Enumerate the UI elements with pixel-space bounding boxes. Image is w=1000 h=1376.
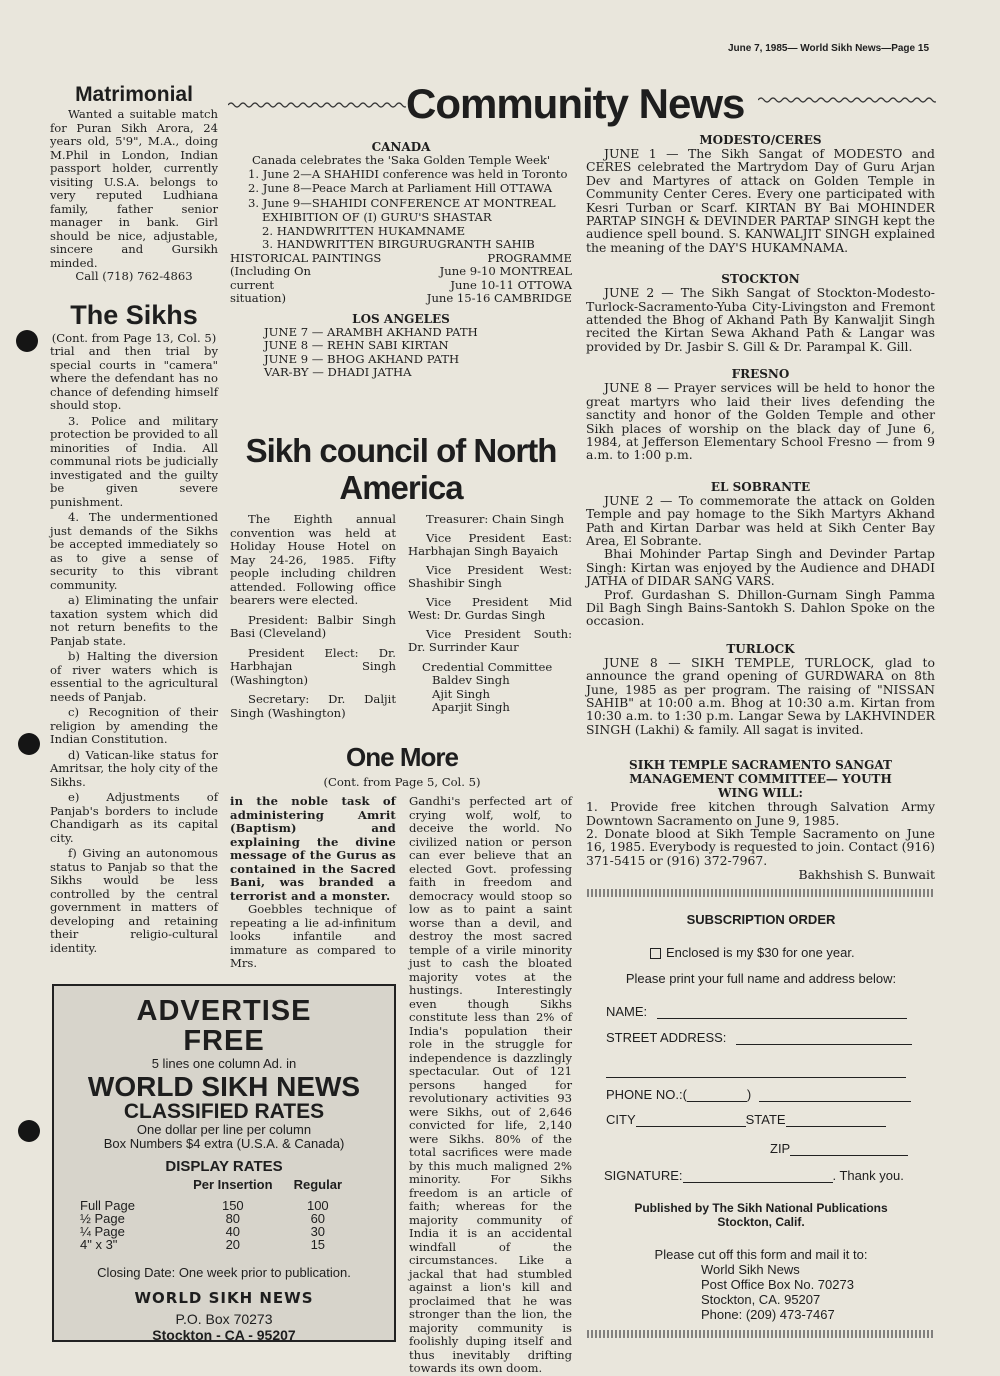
mail-address-line: World Sikh News [701, 1262, 800, 1277]
advert-closing: Closing Date: One week prior to publication. [97, 1265, 351, 1280]
state-label: STATE [745, 1112, 786, 1127]
published-city: Stockton, Calif. [717, 1215, 805, 1229]
right-column [586, 133, 935, 882]
advert-line5: CLASSIFIED RATES [123, 1100, 325, 1123]
city-label: CITY [606, 1112, 636, 1127]
rates-cell-per: 150 [221, 1198, 244, 1213]
page-folio: June 7, 1985— World Sikh News—Page 15 [728, 43, 930, 54]
sacramento-items [586, 800, 935, 867]
mail-address-line: Stockton, CA. 95207 [701, 1292, 821, 1307]
advert-line3: 5 lines one column Ad. in [151, 1056, 297, 1071]
advert-line1: ADVERTISE [136, 995, 312, 1027]
col-per-insertion: Per Insertion [193, 1177, 273, 1192]
sikhs-paragraph: e) Adjustments of Panjab's borders to include Chandigarh as its capital city. [50, 790, 218, 845]
credential-member: Baldev Singh [432, 673, 510, 687]
council-officer: Secretary: Dr. Daljit Singh (Washington) [230, 692, 396, 720]
enclosed-label: Enclosed is my $30 for one year. [666, 945, 855, 960]
rates-cell-label: ½ Page [80, 1211, 125, 1226]
zip-label: ZIP [770, 1141, 791, 1156]
fresno-heading: FRESNO [731, 367, 790, 382]
fresno-body: JUNE 8 — Prayer services will be held to honor the great martyrs who laid their lives defending the sanctity and honor of the Golden Temple and other Sikh places of worship on the black day of June 6, 1984, at Jefferson Elementary School Fresno — from 9 a.m. to 1:00 p.m. [586, 380, 935, 463]
rates-cell-label: ¼ Page [80, 1224, 125, 1239]
rates-row [80, 1238, 350, 1251]
rates-row [80, 1225, 350, 1238]
sikhs-paragraph: f) Giving an autonomous status to Panjab so that the Sikhs would be less controlled by the central government in matters of developing and retaining their religio-cultural identity. [50, 846, 218, 955]
canada-date: June 9-10 MONTREAL [439, 264, 572, 278]
canada-item: 2. June 8—Peace March at Parliament Hill OTTAWA [248, 181, 552, 195]
council-right-col [408, 513, 572, 715]
elsobrante-paragraph: JUNE 2 — To commemorate the attack on Golden Temple and pay homage to the Sikh Martyrs Akhand Path and Kirtan Darbar was held at Sikh Center Bay Area, El Sobrante. [586, 492, 935, 548]
phone-field[interactable] [759, 1087, 911, 1102]
advert-line7: Box Numbers $4 extra (U.S.A. & Canada) [103, 1136, 345, 1151]
council-left-col [230, 513, 396, 720]
thank-you: . Thank you. [832, 1168, 904, 1183]
la-heading: LOS ANGELES [352, 311, 450, 326]
la-item: VAR-BY — DHADI JATHA [264, 365, 412, 379]
print-instructions: Please print your full name and address below: [625, 971, 897, 986]
la-item: JUNE 8 — REHN SABI KIRTAN [264, 338, 449, 352]
wavy-rule [758, 95, 936, 105]
street-field[interactable] [736, 1030, 912, 1045]
name-field[interactable] [657, 1004, 907, 1019]
modesto-heading: MODESTO/CERES [699, 133, 822, 147]
name-row [596, 1004, 926, 1019]
sikhs-title: The Sikhs [70, 299, 198, 330]
advert-line2: FREE [183, 1025, 265, 1057]
sacramento-heading: SIKH TEMPLE SACRAMENTO SANGAT MANAGEMENT COMMITTEE— YOUTH WING WILL: [629, 758, 892, 801]
community-news-title: Community News [406, 80, 745, 127]
turlock-heading: TURLOCK [726, 641, 795, 656]
council-officer: President: Balbir Singh Basi (Cleveland) [230, 612, 396, 640]
programme-label: PROGRAMME [487, 250, 572, 265]
sikhs-paragraph: b) Halting the diversion of river waters which is essential to the agricultural needs of Panjab. [50, 649, 218, 704]
matrimonial-call: Call (718) 762-4863 [75, 269, 193, 283]
modesto-body: JUNE 1 — The Sikh Sangat of MODESTO and CERES celebrated the Martrydom Day of Guru Arjan Dev and Martyres of attack on Golden Temple in Community Center Ceres. Every one participated with Kesri Turban or Scarf. KIRTAN BY Bai MOHINDER PARTAP SINGH & DEVINDER PARTAP SINGH kept the audience spell bound. S. KANWALJIT SINGH explained the meaning of the DAY'S HUKAMNAMA. [586, 146, 935, 255]
advert-brand: WORLD SIKH NEWS [134, 1289, 314, 1307]
historical-paintings: HISTORICAL PAINTINGS [230, 250, 382, 265]
credential-members [408, 674, 572, 715]
sikhs-paragraph: trial and then trial by special courts in "camera" where the defendant has no chance of defending himself should stop. [50, 344, 218, 412]
enclosed-row [596, 945, 926, 960]
council-right-officers [408, 513, 572, 655]
dotted-rule [587, 1330, 935, 1338]
advert-display-rates: DISPLAY RATES [165, 1158, 283, 1175]
sikhs-paragraph: d) Vatican-like status for Amritsar, the holy city of the Sikhs. [50, 747, 218, 789]
canada-items [230, 168, 572, 211]
rates-cell-reg: 60 [310, 1211, 326, 1226]
canada-dates-row [230, 265, 572, 306]
la-item: JUNE 9 — BHOG AKHAND PATH [264, 351, 460, 366]
rates-header-row [80, 1178, 350, 1199]
rates-cell-label: Full Page [80, 1198, 135, 1213]
canada-item: 3. June 9—SHAHIDI CONFERENCE AT MONTREAL [248, 195, 556, 210]
exhibition-item: EXHIBITION OF (I) GURU'S SHASTAR [262, 210, 492, 224]
rates-cell-per: 80 [225, 1211, 241, 1226]
street-row [596, 1030, 926, 1045]
left-column [50, 82, 218, 957]
dotted-rule [587, 889, 935, 897]
canada-exhibition [230, 211, 572, 252]
stockton-body: JUNE 2 — The Sikh Sangat of Stockton-Modesto-Turlock-Sacramento-Yuba City-Livingston and Fremont attended the Bhog of Akhand Path By Kanwaljit Singh recited the Kirtan Sewa Akhand Path & Langar was provided by Dr. Jasbir S. Gill & Dr. Parampal K. Gill. [586, 285, 935, 354]
elsobrante-paragraph: Prof. Gurdashan S. Dhillon-Gurnam Singh Pamma Dil Bagh Singh Bains-Santokh S. Dahlon Spoke on the occasion. [586, 586, 935, 629]
la-item: JUNE 7 — ARAMBH AKHAND PATH [264, 324, 478, 339]
rates-cell-reg: 15 [310, 1237, 326, 1252]
canada-dates [427, 265, 572, 306]
enclosed-checkbox[interactable] [650, 948, 661, 959]
punch-hole [18, 733, 40, 755]
onemore-bold: in the noble task of administering Amrit (Baptism) and explaining the divine message of the Gurus as contained in the Sacred Bani, was branded a terrorist and a monster. [230, 794, 396, 903]
signature-label: SIGNATURE: [604, 1168, 683, 1183]
sikhs-paragraph: c) Recognition of their religion by amending the Indian Constitution. [50, 705, 218, 746]
council-officer: Vice President West: Shashibir Singh [408, 562, 572, 590]
turlock-body: JUNE 8 — SIKH TEMPLE, TURLOCK, glad to announce the grand opening of GURDWARA on 8th June, 1985 as per program. The raising of "NISSAN SAHIB" at 10:00 a.m. Bhog at 10:30 a.m. Kirtan from 10:30 a.m. to 1:30 p.m. Langar Sewa by LAKHVINDER SINGH (Lakhi) & family. All sagat is invited. [586, 654, 935, 737]
sikhs-paragraph: a) Eliminating the unfair taxation system which did not return benefits to the Panjab state. [50, 593, 218, 648]
area-code-field[interactable] [687, 1087, 747, 1102]
signature-row [596, 1168, 926, 1183]
phone-row [596, 1087, 926, 1102]
phone-close: ) [746, 1087, 752, 1102]
rates-cell-reg: 100 [306, 1198, 329, 1213]
council-officer: President Elect: Dr. Harbhajan Singh (Washington) [230, 645, 396, 687]
rates-table [80, 1178, 350, 1251]
sikhs-body [50, 345, 218, 955]
onemore-cont: (Cont. from Page 5, Col. 5) [323, 775, 481, 789]
phone-label: PHONE NO.:( [606, 1087, 687, 1102]
exhibition-item: 2. HANDWRITTEN HUKAMNAME [262, 223, 466, 238]
elsobrante-paragraph: Bhai Mohinder Partap Singh and Devinder Partap Singh: Kirtan was enjoyed by the Audience and DHADI JATHA of DIDAR SANG VARS. [586, 546, 935, 589]
sacramento-item: 2. Donate blood at Sikh Temple Sacramento on June 16, 1985. Everybody is requested to join. Contact (916) 371-5415 or (916) 372-7967. [586, 826, 935, 868]
street-field-2[interactable] [606, 1063, 906, 1078]
matrimonial-title: Matrimonial [75, 83, 193, 106]
stockton-heading: STOCKTON [721, 272, 800, 287]
canada-programme-row [230, 252, 572, 266]
mail-address-line: Phone: (209) 473-7467 [701, 1307, 835, 1322]
canada-item: 1. June 2—A SHAHIDI conference was held in Toronto [248, 166, 568, 181]
council-officer: Treasurer: Chain Singh [426, 512, 565, 526]
canada-la-section [230, 140, 572, 380]
onemore-col1-rest: Goebbles technique of repeating a lie ad-infinitum looks infantile and immature as compared to Mrs. [230, 902, 396, 970]
credential-member: Aparjit Singh [432, 700, 510, 714]
street-label: STREET ADDRESS: [606, 1030, 727, 1045]
advert-city: Stockton - CA - 95207 [152, 1327, 296, 1343]
rates-cell-per: 20 [225, 1237, 241, 1252]
including-note: (Including On current situation) [230, 264, 311, 305]
punch-hole [16, 330, 38, 352]
onemore-col2 [409, 795, 572, 1376]
council-officer: Vice President East: Harbhajan Singh Bayaich [408, 530, 572, 558]
punch-hole [18, 1120, 40, 1142]
advertise-free-box [52, 984, 396, 1342]
sacramento-signature: Bakhshish S. Bunwait [798, 867, 935, 883]
sikhs-paragraph: 3. Police and military protection be provided to all minorities of India. All communal riots be judicially investigated and the guilty be given severe punishment. [50, 413, 218, 509]
rates-cell-reg: 30 [310, 1224, 326, 1239]
canada-date: June 15-16 CAMBRIDGE [426, 291, 572, 305]
published-by: Published by The Sikh National Publications [634, 1201, 888, 1215]
sacramento-item: 1. Provide free kitchen through Salvation Army Downtown Sacramento on June 9, 1985. [586, 799, 935, 828]
exhibition-item: 3. HANDWRITTEN BIRGURUGRANTH SAHIB [262, 237, 535, 251]
elsobrante-heading: EL SOBRANTE [710, 479, 811, 494]
canada-heading: CANADA [371, 140, 431, 154]
col-regular: Regular [293, 1177, 343, 1192]
zip-field[interactable] [790, 1141, 908, 1156]
wavy-rule [228, 100, 406, 110]
street-row-2 [596, 1063, 926, 1078]
zip-row [596, 1141, 926, 1156]
council-officer: Vice President Mid West: Dr. Gurdas Singh [408, 594, 572, 622]
advert-line4: WORLD SIKH NEWS [87, 1071, 361, 1102]
state-field[interactable] [786, 1112, 886, 1127]
matrimonial-body: Wanted a suitable match for Puran Sikh Arora, 24 years old, 5'9", M.A., doing M.Phil in London, Indian passport holder, currently visiting U.S.A. belongs to very reputed Ludhiana family, father senior manager in bank. Girl should be nice, adjustable, sincere and Gursikh minded. [50, 107, 218, 270]
elsobrante-body [586, 494, 935, 628]
cutoff-instruction: Please cut off this form and mail it to: [654, 1247, 868, 1262]
sikhs-cont: (Cont. from Page 13, Col. 5) [51, 330, 217, 345]
canada-date: June 10-11 OTTOWA [450, 277, 572, 292]
council-officer: Vice President South: Dr. Surrinder Kaur [408, 626, 572, 654]
onemore-col1 [230, 795, 396, 971]
la-items [230, 326, 572, 380]
advert-line6: One dollar per line per column [136, 1122, 312, 1137]
council-intro: The Eighth annual convention was held at Holiday House Hotel on May 24-26, 1985. Fifty people including children attended. Following office bearers were elected. [230, 512, 396, 607]
sikhs-paragraph: 4. The undermentioned just demands of the Sikhs be accepted immediately so as to give a sense of security to this vibrant community. [50, 510, 218, 592]
council-left-officers [230, 614, 396, 721]
onemore-col2-text: Gandhi's perfected art of crying wolf, wolf, to deceive the world. No civilized nation or person can ever believe that an elected Govt. professing faith in freedom and democracy would stoop so low as to paint a saint worse than a devil, and destroy the most sacred temple of a virile minority just to cash the bloated majority votes at the hustings. Interestingly even though Sikhs constitute less than 2% of India's population their role in the struggle for independence is dazzlingly spectacular. Out of 121 persons hanged for revolutionary activities 93 were Sikhs, out of 2,646 convicted for life, 2,140 were Sikhs. 80% of the total sacrifices were made by this much maligned 2% minority. For Sikhs freedom is an article of faith; whereas for the majority community of India it is an accidental windfall of the circumstances. Like a jackal that had stumbled against a lion's kill and proclaimed that he was stronger than the lion, the majority community is foolishly duping itself and thus inevitably drifting towards its own doom. [409, 794, 572, 1375]
rates-cell-label: 4" x 3" [80, 1237, 118, 1252]
canada-intro: Canada celebrates the 'Saka Golden Temple Week' [251, 153, 551, 167]
city-field[interactable] [636, 1112, 746, 1127]
subscription-title: SUBSCRIPTION ORDER [686, 912, 836, 927]
advert-box: P.O. Box 70273 [175, 1311, 273, 1327]
name-label: NAME: [606, 1004, 648, 1019]
credential-member: Ajit Singh [432, 686, 491, 701]
mail-address-line: Post Office Box No. 70273 [701, 1277, 854, 1292]
subscription-form [596, 912, 926, 1322]
city-state-row [596, 1112, 926, 1127]
signature-field[interactable] [683, 1168, 833, 1183]
mail-address [596, 1262, 926, 1322]
rates-cell-per: 40 [225, 1224, 241, 1239]
council-title: Sikh council of North America [245, 432, 557, 506]
credential-title: Credential Committee [422, 659, 553, 674]
onemore-title: One More [346, 742, 458, 772]
